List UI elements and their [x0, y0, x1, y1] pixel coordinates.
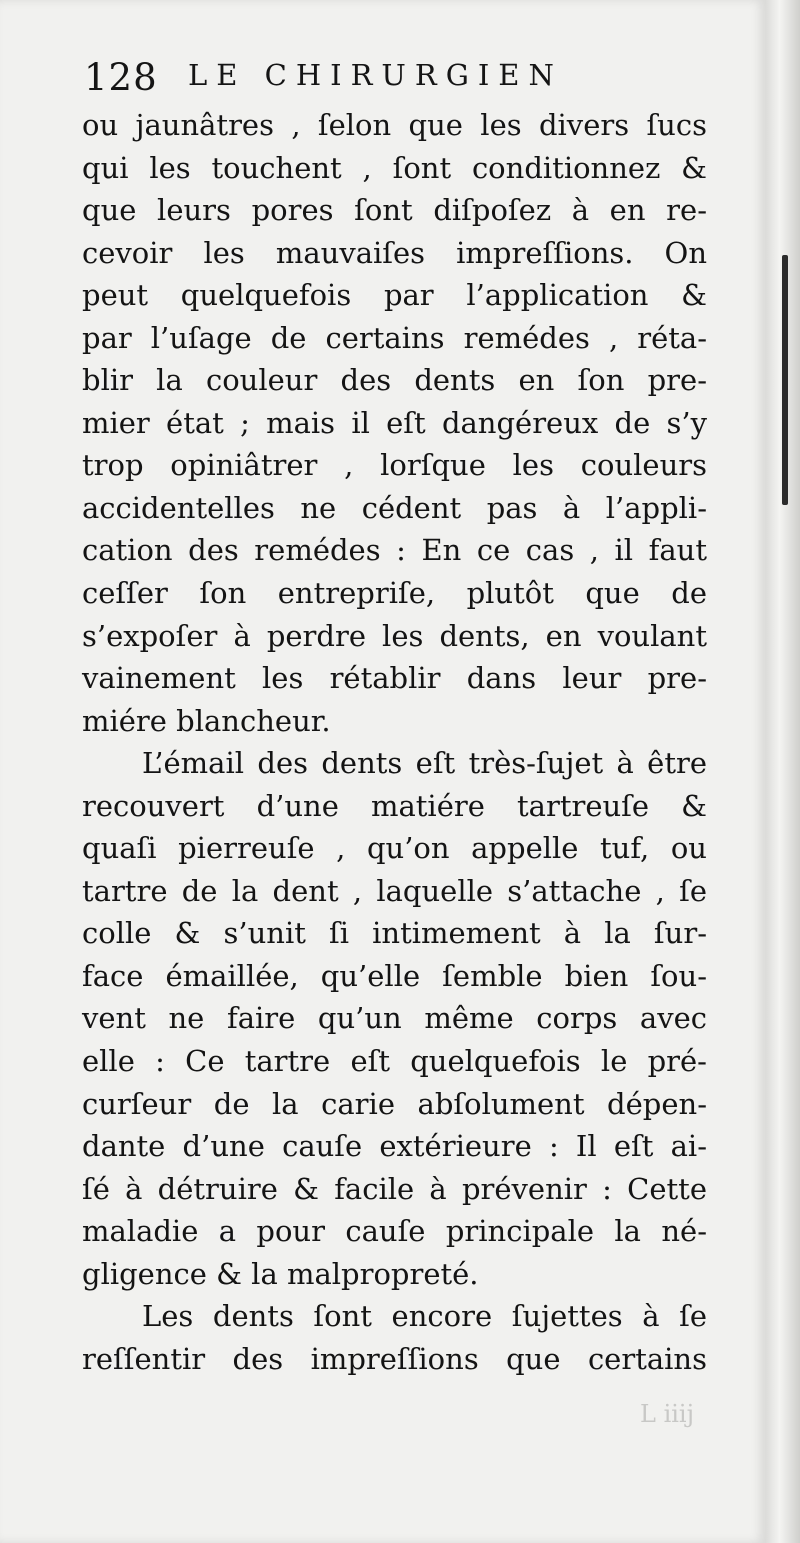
- text-line: quaſi pierreuſe , qu’on appelle tuf, ou: [82, 831, 707, 866]
- text-line: par l’uſage de certains remédes , réta-: [82, 320, 707, 355]
- text-line: miére blancheur.: [82, 703, 331, 738]
- text-line: trop opiniâtrer , lorſque les couleurs: [82, 448, 707, 483]
- page-header: [84, 52, 684, 104]
- page-edge: [766, 0, 800, 1543]
- paragraph-start-line: L’émail des dents eſt très-ſujet à être: [142, 746, 707, 781]
- text-line: vent ne faire qu’un même corps avec: [82, 1001, 707, 1036]
- binding-mark: [782, 255, 788, 505]
- text-line: dante d’une cauſe extérieure : Il eſt ai-: [82, 1129, 707, 1164]
- text-line: que leurs pores ſont diſpoſez à en re-: [82, 193, 707, 228]
- running-head: LE CHIRURGIEN: [188, 58, 563, 92]
- text-line: ceſſer ſon entrepriſe, plutôt que de: [82, 576, 707, 611]
- text-line: colle & s’unit ſi intimement à la ſur-: [82, 916, 707, 951]
- text-line: qui les touchent , ſont conditionnez &: [82, 150, 707, 185]
- text-line: ſé à détruire & facile à prévenir : Cette: [82, 1171, 707, 1206]
- text-line: face émaillée, qu’elle ſemble bien ſou-: [82, 958, 707, 993]
- text-line: curſeur de la carie abſolument dépen-: [82, 1086, 707, 1121]
- page-number: 128: [84, 56, 158, 99]
- text-line: blir la couleur des dents en ſon pre-: [82, 363, 707, 398]
- text-line: elle : Ce tartre eſt quelquefois le pré-: [82, 1044, 707, 1079]
- text-line: peut quelquefois par l’application &: [82, 278, 707, 313]
- text-line: recouvert d’une matiére tartreuſe &: [82, 788, 707, 823]
- text-line: tartre de la dent , laquelle s’attache , ſe: [82, 873, 707, 908]
- text-line: vainement les rétablir dans leur pre-: [82, 661, 707, 696]
- text-line: maladie a pour cauſe principale la né-: [82, 1214, 707, 1249]
- text-line: gligence & la malpropreté.: [82, 1256, 479, 1291]
- text-line: mier état ; mais il eſt dangéreux de s’y: [82, 405, 707, 440]
- text-line: accidentelles ne cédent pas à l’appli-: [82, 490, 707, 525]
- text-line: cevoir les mauvaiſes impreſſions. On: [82, 235, 707, 270]
- text-line: cation des remédes : En ce cas , il faut: [82, 533, 707, 568]
- text-line: reſſentir des impreſſions que certains: [82, 1341, 707, 1376]
- signature-mark: L iiij: [640, 1400, 695, 1428]
- body-text: [82, 104, 707, 1380]
- text-line: s’expoſer à perdre les dents, en voulant: [82, 618, 707, 653]
- text-line: ou jaunâtres , ſelon que les divers ſucs: [82, 108, 707, 142]
- paragraph-start-line: Les dents ſont encore ſujettes à ſe: [142, 1299, 707, 1334]
